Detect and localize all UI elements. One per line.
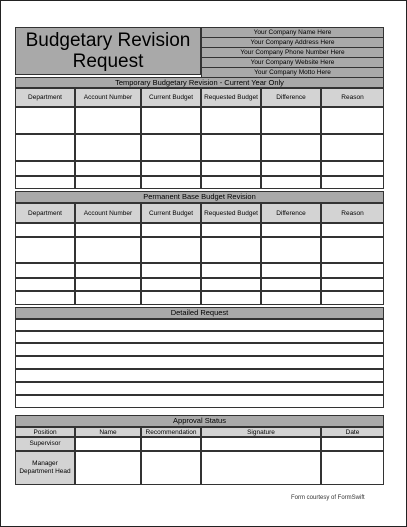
- approval-input-cell[interactable]: [201, 437, 321, 451]
- permanent-input-cell[interactable]: [321, 278, 384, 291]
- approval-input-cell[interactable]: [75, 451, 141, 485]
- permanent-input-cell[interactable]: [141, 263, 201, 278]
- permanent-input-cell[interactable]: [321, 237, 384, 263]
- company-phone: Your Company Phone Number Here: [201, 47, 384, 58]
- temporary-input-cell[interactable]: [75, 176, 141, 189]
- temporary-input-cell[interactable]: [321, 161, 384, 176]
- temporary-input-cell[interactable]: [15, 134, 75, 161]
- detailed-request-line[interactable]: [15, 395, 384, 408]
- approval-column-header: Recommendation: [141, 427, 201, 437]
- company-motto: Your Company Motto Here: [201, 67, 384, 78]
- permanent-input-cell[interactable]: [201, 291, 261, 305]
- permanent-input-cell[interactable]: [201, 237, 261, 263]
- permanent-column-header: Department: [15, 203, 75, 223]
- approval-input-cell[interactable]: [201, 451, 321, 485]
- permanent-input-cell[interactable]: [15, 278, 75, 291]
- approval-column-header: Date: [321, 427, 384, 437]
- company-website: Your Company Website Here: [201, 57, 384, 68]
- company-name: Your Company Name Here: [201, 27, 384, 38]
- detailed-request-line[interactable]: [15, 343, 384, 356]
- detailed-request-line[interactable]: [15, 356, 384, 369]
- temporary-input-cell[interactable]: [261, 107, 321, 134]
- permanent-input-cell[interactable]: [321, 263, 384, 278]
- permanent-input-cell[interactable]: [201, 223, 261, 237]
- footer-credit: Form courtesy of FormSwift: [291, 495, 365, 501]
- approval-input-cell[interactable]: [321, 437, 384, 451]
- permanent-column-header: Reason: [321, 203, 384, 223]
- form-title-line1: Budgetary Revision: [25, 30, 191, 51]
- temporary-input-cell[interactable]: [201, 176, 261, 189]
- temporary-input-cell[interactable]: [321, 176, 384, 189]
- approval-column-header: Signature: [201, 427, 321, 437]
- permanent-input-cell[interactable]: [15, 223, 75, 237]
- approval-status-heading: Approval Status: [15, 415, 384, 427]
- temporary-input-cell[interactable]: [201, 107, 261, 134]
- temporary-column-header: Current Budget: [141, 88, 201, 107]
- permanent-input-cell[interactable]: [75, 263, 141, 278]
- permanent-input-cell[interactable]: [321, 291, 384, 305]
- temporary-column-header: Difference: [261, 88, 321, 107]
- permanent-column-header: Difference: [261, 203, 321, 223]
- form-title-box: [15, 27, 201, 75]
- approval-column-header: Name: [75, 427, 141, 437]
- permanent-input-cell[interactable]: [141, 278, 201, 291]
- approval-input-cell[interactable]: [321, 451, 384, 485]
- permanent-input-cell[interactable]: [75, 223, 141, 237]
- detailed-request-line[interactable]: [15, 369, 384, 382]
- permanent-input-cell[interactable]: [15, 263, 75, 278]
- temporary-column-header: Department: [15, 88, 75, 107]
- temporary-input-cell[interactable]: [75, 161, 141, 176]
- temporary-input-cell[interactable]: [201, 161, 261, 176]
- temporary-input-cell[interactable]: [15, 176, 75, 189]
- temporary-input-cell[interactable]: [321, 134, 384, 161]
- temporary-input-cell[interactable]: [261, 161, 321, 176]
- temporary-input-cell[interactable]: [321, 107, 384, 134]
- permanent-column-header: Current Budget: [141, 203, 201, 223]
- temporary-column-header: Account Number: [75, 88, 141, 107]
- permanent-input-cell[interactable]: [321, 223, 384, 237]
- permanent-input-cell[interactable]: [75, 278, 141, 291]
- form-title-line2: Request: [72, 51, 144, 72]
- temporary-column-header: Requested Budget: [201, 88, 261, 107]
- temporary-input-cell[interactable]: [15, 161, 75, 176]
- temporary-input-cell[interactable]: [75, 107, 141, 134]
- temporary-input-cell[interactable]: [141, 107, 201, 134]
- detailed-request-line[interactable]: [15, 319, 384, 331]
- permanent-input-cell[interactable]: [261, 291, 321, 305]
- permanent-input-cell[interactable]: [15, 237, 75, 263]
- detailed-request-line[interactable]: [15, 331, 384, 343]
- permanent-input-cell[interactable]: [75, 291, 141, 305]
- temporary-column-header: Reason: [321, 88, 384, 107]
- permanent-section-heading: Permanent Base Budget Revision: [15, 191, 384, 203]
- permanent-input-cell[interactable]: [261, 278, 321, 291]
- permanent-column-header: Requested Budget: [201, 203, 261, 223]
- approval-input-cell[interactable]: [141, 437, 201, 451]
- approval-row-label: Supervisor: [15, 437, 75, 451]
- permanent-input-cell[interactable]: [261, 263, 321, 278]
- permanent-input-cell[interactable]: [261, 223, 321, 237]
- temporary-input-cell[interactable]: [141, 176, 201, 189]
- temporary-input-cell[interactable]: [15, 107, 75, 134]
- company-address: Your Company Address Here: [201, 37, 384, 48]
- detailed-request-line[interactable]: [15, 382, 384, 395]
- permanent-input-cell[interactable]: [75, 237, 141, 263]
- approval-input-cell[interactable]: [75, 437, 141, 451]
- detailed-request-heading: Detailed Request: [15, 307, 384, 319]
- permanent-input-cell[interactable]: [201, 263, 261, 278]
- permanent-input-cell[interactable]: [141, 237, 201, 263]
- permanent-column-header: Account Number: [75, 203, 141, 223]
- temporary-input-cell[interactable]: [141, 134, 201, 161]
- permanent-input-cell[interactable]: [261, 237, 321, 263]
- permanent-input-cell[interactable]: [201, 278, 261, 291]
- temporary-input-cell[interactable]: [75, 134, 141, 161]
- temporary-input-cell[interactable]: [201, 134, 261, 161]
- approval-column-header: Position: [15, 427, 75, 437]
- temporary-input-cell[interactable]: [141, 161, 201, 176]
- form-title: [16, 30, 200, 72]
- permanent-input-cell[interactable]: [141, 223, 201, 237]
- permanent-input-cell[interactable]: [141, 291, 201, 305]
- permanent-input-cell[interactable]: [15, 291, 75, 305]
- temporary-input-cell[interactable]: [261, 134, 321, 161]
- approval-row-label: Manager Department Head: [15, 451, 75, 485]
- temporary-section-heading: Temporary Budgetary Revision - Current Year Only: [15, 77, 384, 88]
- temporary-input-cell[interactable]: [261, 176, 321, 189]
- approval-input-cell[interactable]: [141, 451, 201, 485]
